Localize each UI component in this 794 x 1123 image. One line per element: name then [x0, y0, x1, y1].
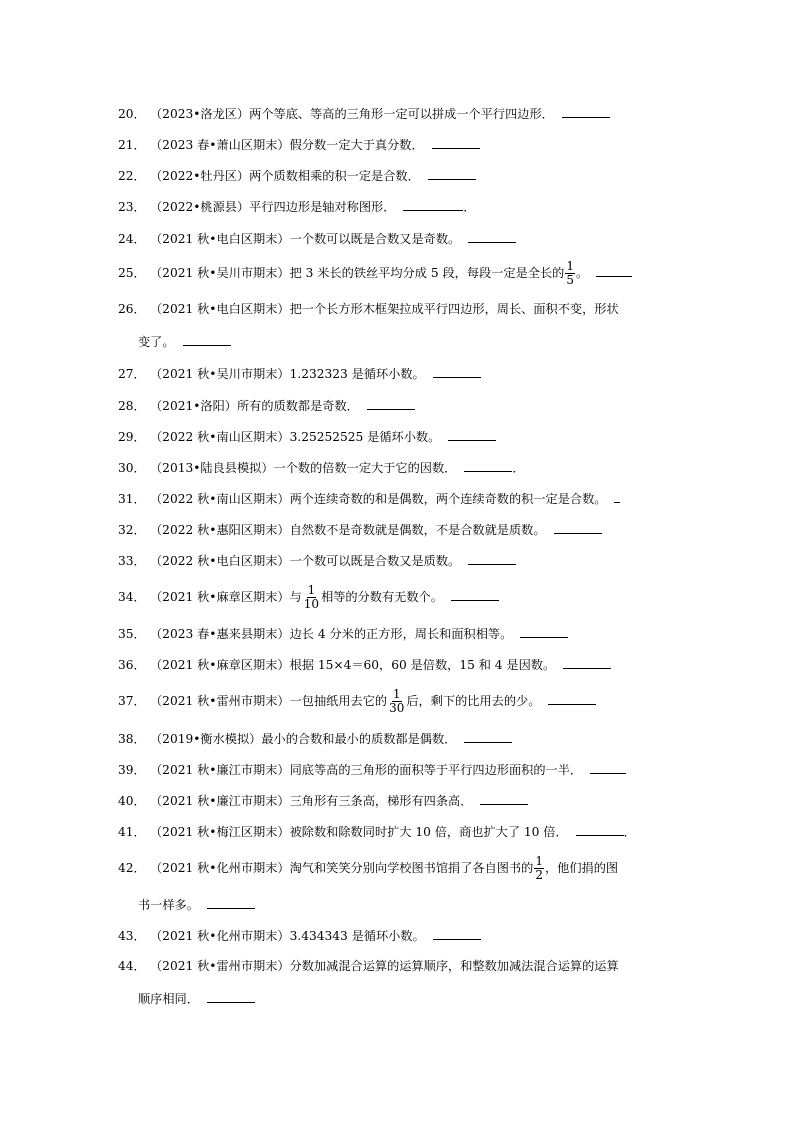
answer-blank[interactable]: [428, 165, 476, 180]
question-source: （2021 秋•电白区期末）: [150, 302, 290, 316]
answer-blank[interactable]: [433, 925, 481, 940]
question-number: 33．: [118, 554, 146, 568]
question-source: （2021 秋•吴川市期末）: [150, 266, 290, 280]
question-text-end: 相等的分数有无数个。: [321, 590, 443, 604]
answer-blank[interactable]: [596, 262, 632, 277]
question-line-2: [118, 331, 684, 352]
question-source: （2023 春•惠来县期末）: [150, 627, 290, 641]
question-text: 边长 4 分米的正方形，周长和面积相等。: [289, 627, 513, 641]
question-text: 3.434343 是循环小数。: [289, 929, 425, 943]
question-text: 一个数的倍数一定大于它的因数．: [273, 461, 457, 475]
question-number: 41．: [118, 825, 146, 839]
question-number: 34．: [118, 590, 146, 604]
question-34: [118, 584, 684, 611]
fraction-numerator: 1: [535, 854, 543, 868]
question-tail: ．: [463, 200, 476, 214]
question-text-cont: 变了。: [138, 335, 175, 349]
question-text: 一包抽纸用去它的: [289, 694, 388, 708]
question-number: 32．: [118, 523, 146, 537]
fraction-denominator: 2: [535, 868, 543, 882]
question-23: [118, 196, 684, 217]
answer-blank[interactable]: [562, 103, 610, 118]
question-41: [118, 821, 684, 842]
question-36: [118, 654, 684, 675]
question-source: （2022•桃源县）: [150, 200, 250, 214]
answer-blank[interactable]: [563, 654, 611, 669]
question-source: （2013•陆良县模拟）: [150, 461, 274, 475]
question-source: （2021 秋•化州市期末）: [150, 861, 290, 875]
question-26: [118, 299, 684, 352]
question-text: 自然数不是奇数就是偶数，不是合数就是质数。: [289, 523, 546, 537]
question-source: （2021 秋•廉江市期末）: [150, 794, 290, 808]
question-text: 最小的合数和最小的质数都是偶数．: [261, 732, 457, 746]
question-28: [118, 395, 684, 416]
fraction-denominator: 30: [389, 701, 405, 715]
answer-blank[interactable]: [451, 586, 499, 601]
question-number: 28．: [118, 399, 146, 413]
answer-blank[interactable]: [464, 728, 512, 743]
fraction-numerator: 1: [307, 583, 316, 597]
question-source: （2022 秋•南山区期末）: [150, 430, 290, 444]
fraction: [303, 584, 320, 611]
question-text: 一个数可以既是合数又是奇数。: [289, 232, 461, 246]
fraction-numerator: 1: [392, 687, 401, 701]
question-tail: ．: [512, 461, 525, 475]
question-text: 3.25252525 是循环小数。: [289, 430, 441, 444]
question-20: [118, 103, 684, 124]
question-text-end: 。: [576, 266, 589, 280]
answer-blank[interactable]: [207, 894, 255, 909]
question-number: 20．: [118, 107, 146, 121]
question-text: 把 3 米长的铁丝平均分成 5 段，每段一定是全长的: [289, 266, 565, 280]
question-44: [118, 956, 684, 1009]
question-text: 根据 15×4＝60，60 是倍数，15 和 4 是因数。: [289, 658, 556, 672]
question-source: （2021 秋•吴川市期末）: [150, 367, 290, 381]
answer-blank[interactable]: [464, 457, 512, 472]
question-number: 25．: [118, 266, 146, 280]
question-text: 把一个长方形木框架拉成平行四边形，周长、面积不变，形状: [289, 302, 619, 316]
question-source: （2023 春•萧山区期末）: [150, 138, 290, 152]
question-25: [118, 260, 684, 287]
question-number: 43．: [118, 929, 146, 943]
question-text: 被除数和除数同时扩大 10 倍，商也扩大了 10 倍．: [289, 825, 568, 839]
question-line-2: [118, 988, 684, 1009]
answer-blank[interactable]: [576, 821, 624, 836]
question-text: 同底等高的三角形的面积等于平行四边形面积的一半．: [289, 763, 583, 777]
answer-blank[interactable]: [614, 488, 620, 503]
question-number: 23．: [118, 200, 146, 214]
question-27: [118, 363, 684, 384]
answer-blank[interactable]: [432, 134, 480, 149]
fraction: [388, 688, 405, 715]
question-24: [118, 228, 684, 249]
question-text-cont: 顺序相同．: [138, 992, 199, 1006]
question-source: （2021 秋•麻章区期末）: [150, 590, 290, 604]
question-number: 36．: [118, 658, 146, 672]
question-number: 29．: [118, 430, 146, 444]
question-tail: ．: [623, 825, 636, 839]
question-number: 37．: [118, 694, 146, 708]
answer-blank[interactable]: [480, 790, 528, 805]
question-source: （2021 秋•雷州市期末）: [150, 694, 290, 708]
fraction-denominator: 10: [303, 597, 320, 611]
question-source: （2022 秋•惠阳区期末）: [150, 523, 290, 537]
question-number: 38．: [118, 732, 146, 746]
answer-blank[interactable]: [554, 519, 602, 534]
question-source: （2022 秋•南山区期末）: [150, 492, 290, 506]
question-37: [118, 688, 684, 715]
answer-blank[interactable]: [468, 228, 516, 243]
answer-blank[interactable]: [367, 395, 415, 410]
question-text: 1.232323 是循环小数。: [289, 367, 425, 381]
question-42: [118, 855, 684, 915]
question-number: 44．: [118, 959, 146, 973]
answer-blank[interactable]: [590, 759, 626, 774]
fraction-numerator: 1: [566, 259, 574, 273]
answer-blank[interactable]: [448, 426, 496, 441]
question-40: [118, 790, 684, 811]
answer-blank[interactable]: [520, 623, 568, 638]
question-text-end: 后，剩下的比用去的少。: [406, 694, 541, 708]
question-number: 26．: [118, 302, 146, 316]
question-source: （2021 秋•麻章区期末）: [150, 658, 290, 672]
question-43: [118, 925, 684, 946]
question-source: （2021 秋•廉江市期末）: [150, 763, 290, 777]
question-source: （2022 秋•电白区期末）: [150, 554, 290, 568]
answer-blank[interactable]: [468, 550, 516, 565]
question-text-cont: 书一样多。: [138, 898, 199, 912]
answer-blank[interactable]: [548, 690, 596, 705]
question-text: 两个连续奇数的和是偶数，两个连续奇数的积一定是合数。: [289, 492, 607, 506]
question-number: 24．: [118, 232, 146, 246]
answer-blank[interactable]: [403, 196, 463, 211]
question-text-end: ，他们捐的图: [544, 861, 619, 875]
question-text: 淘气和笑笑分别向学校图书馆捐了各自图书的: [289, 861, 534, 875]
question-source: （2023•洛龙区）: [150, 107, 250, 121]
question-number: 21．: [118, 138, 146, 152]
question-number: 42．: [118, 861, 146, 875]
question-31: [118, 488, 684, 509]
question-21: [118, 134, 684, 155]
question-number: 27．: [118, 367, 146, 381]
question-source: （2021 秋•电白区期末）: [150, 232, 290, 246]
question-text: 三角形有三条高，梯形有四条高．: [289, 794, 473, 808]
question-22: [118, 165, 684, 186]
question-33: [118, 550, 684, 571]
question-32: [118, 519, 684, 540]
question-source: （2021•洛阳）: [150, 399, 237, 413]
question-text: 与: [289, 590, 302, 604]
question-text: 一个数可以既是合数又是质数。: [289, 554, 461, 568]
answer-blank[interactable]: [207, 988, 255, 1003]
question-source: （2022•牡丹区）: [150, 169, 250, 183]
question-text: 平行四边形是轴对称图形．: [249, 200, 396, 214]
fraction-denominator: 5: [566, 273, 574, 287]
question-number: 39．: [118, 763, 146, 777]
question-number: 40．: [118, 794, 146, 808]
question-line-2: [118, 894, 684, 915]
question-text: 两个质数相乘的积一定是合数．: [249, 169, 420, 183]
fraction: [534, 855, 544, 882]
question-source: （2019•衡水模拟）: [150, 732, 262, 746]
fraction: [565, 260, 575, 287]
question-29: [118, 426, 684, 447]
question-39: [118, 759, 684, 780]
answer-blank[interactable]: [183, 331, 231, 346]
question-38: [118, 728, 684, 749]
question-number: 30．: [118, 461, 146, 475]
question-source: （2021 秋•雷州市期末）: [150, 959, 290, 973]
answer-blank[interactable]: [433, 363, 481, 378]
question-number: 35．: [118, 627, 146, 641]
question-source: （2021 秋•梅江区期末）: [150, 825, 290, 839]
question-30: [118, 457, 684, 478]
question-35: [118, 623, 684, 644]
question-number: 22．: [118, 169, 146, 183]
question-text: 两个等底、等高的三角形一定可以拼成一个平行四边形．: [249, 107, 554, 121]
question-source: （2021 秋•化州市期末）: [150, 929, 290, 943]
question-text: 分数加减混合运算的运算顺序，和整数加减法混合运算的运算: [289, 959, 619, 973]
question-number: 31．: [118, 492, 146, 506]
question-text: 假分数一定大于真分数．: [289, 138, 424, 152]
question-text: 所有的质数都是奇数．: [236, 399, 359, 413]
